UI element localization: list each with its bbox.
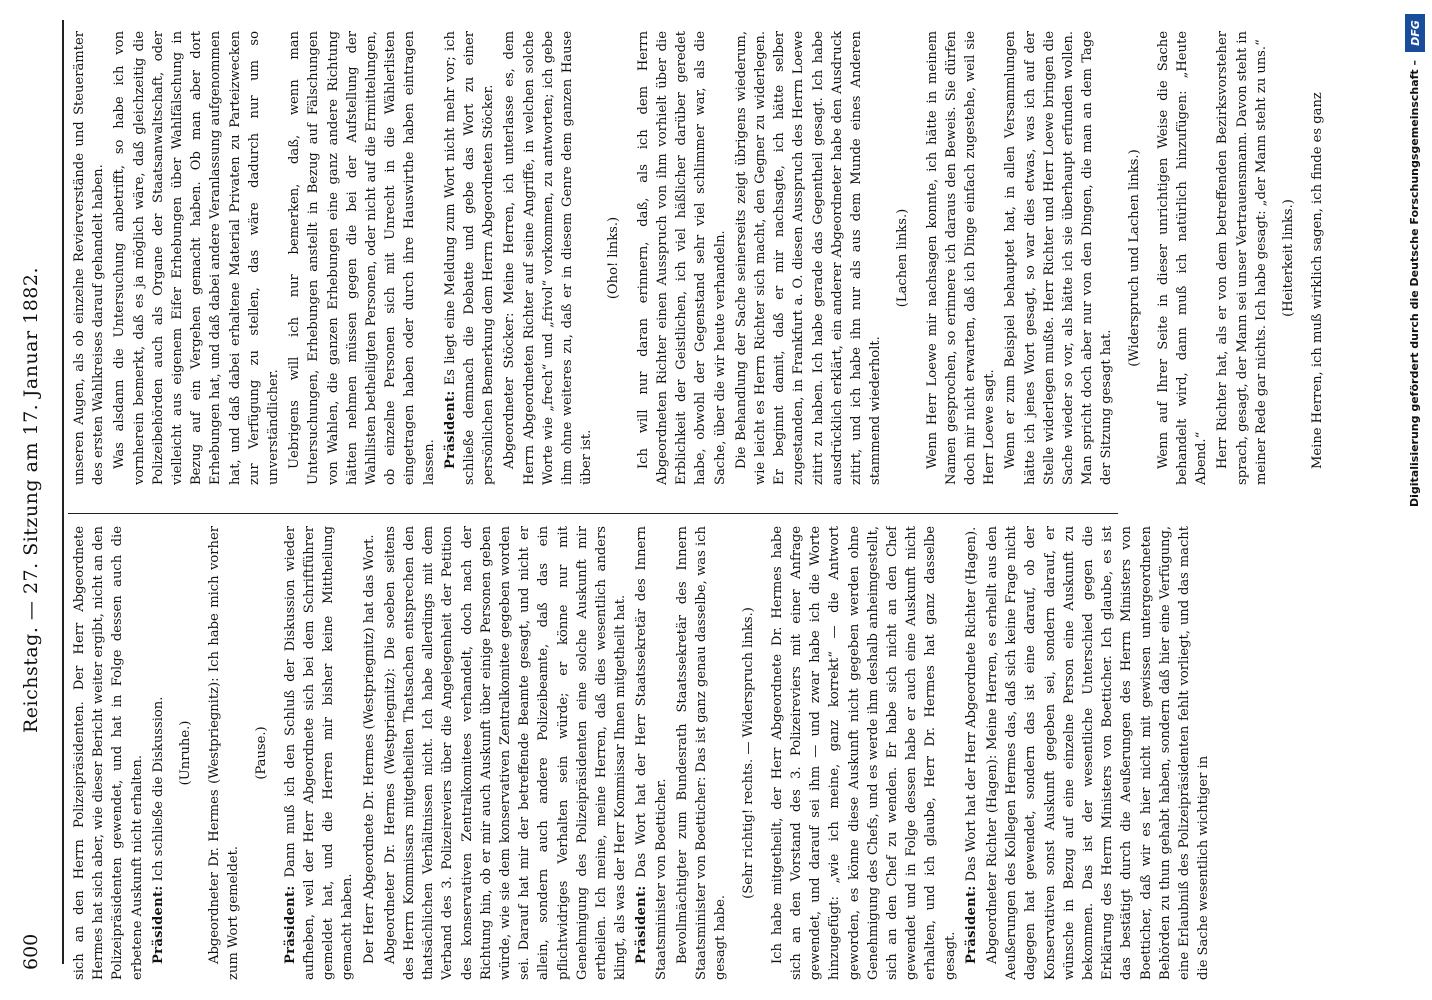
paragraph [110,31,283,485]
stage-direction: (Widerspruch und Lachen links.) [1126,149,1142,367]
column-divider [68,513,1118,514]
paragraph-text: Abgeordneter Dr. Hermes (Westpriegnitz): Die soeben seitens des Herrn Kommissars mitgetheilten Thatsachen entsprechen den thatsächlichen Verhältnissen nicht. Ich habe allerdings mit dem Verband des 3. Polizeireviers über die Angelegenheit der Petition des konservativen Zentralkomitees verhandelt, doch nach der Richtung hin, ob er mir auch Auskunft über einige Personen geben würde, wie sie dem konservativen Zentralkomitee gegeben worden sei. Darauf hat mir der betreffende Beamte gesagt, und nicht er allein, sondern auch andere Polizeibeamte, daß das ein pflichtwidriges Verhalten sein würde; er könne nur mit Genehmigung des Polizeipräsidenten eine solche Auskunft mir ertheilen. Ich meine, meine Herren, daß dies wesentlich anders klingt, als was der Herr Kommissar Ihnen mitgetheilt hat. [382,526,629,980]
stage-direction: (Unruhe.) [178,720,194,786]
paragraph [441,31,499,485]
right-text-column [70,31,1394,485]
paragraph [923,31,1000,485]
paragraph-text: Wenn Herr Loewe mir nachsagen konnte, ich hätte in meinem Namen gesprochen, so erinnere ich daraus den Beweis. Sie dürfen doch mir nicht erwarten, daß ich Dinge einfach zugestehe, weil sie Herr Loewe sagt. [924,31,998,485]
paragraph-text: Abgeordneter Stöcker: Meine Herren, ich unterlasse es, dem Herrn Abgeordneten Richter auf seine Angriffe, in welchen solche Worte wie „frech“ und „frivol“ vorkommen, zu antworten; ich gebe ihm ohne weiteres zu, daß er in diesem Genre dem ganzen Hause über ist. [502,31,595,485]
paragraph-text: Die Behandlung der Sache seinerseits zeigt übrigens wiederum, wie leicht es Herrn Richter sich macht, den Gegner zu widerlegen. Er beginnt damit, daß er mir nachsagte, ich hätte selber zugestanden, in Frankfurt a. O. diesen Ausspruch des Herrn Loewe zitirt zu haben. Ich habe gerade das Gegentheil gesagt. Ich habe ausdrücklich erklärt, ein anderer Abgeordneter habe den Ausdruck zitirt, und ich habe ihn nur als aus dem Munde eines Anderen stammend wiederholt. [733,31,884,485]
paragraph [381,526,631,980]
speaker-label: Präsident: [634,885,650,964]
paragraph [360,526,379,980]
speaker-label: Präsident: [150,885,166,964]
page-title: Reichstag. — 27. Sitzung am 17. Januar 1882. [20,266,42,734]
paragraph [285,31,439,485]
paragraph [983,526,1213,980]
stage-direction: (Heiterkeit links.) [1280,199,1296,317]
paragraph-text: Ich habe mitgetheilt, der Herr Abgeordnete Dr. Hermes habe sich an den Vorstand des 3. Polizeireviers mit einer Anfrage gewendet, und darauf sei ihm — und zwar habe ich die Worte hinzugefügt: „wie ich meine, ganz korrekt“ — die Antwort geworden, es könne diese Auskunft nicht gegeben werden ohne Genehmigung des Chefs, und es werde ihm deshalb anheimgestellt, sich an den Chef zu wenden. Er habe sich nicht an den Chef gewendet und in Folge dessen habe er auch eine Auskunft nicht erhalten, und ich glaube, Herr Dr. Hermes hat ganz dasselbe gesagt. [769,526,958,980]
speaker-label: Präsident: [963,885,979,964]
paragraph [70,31,108,485]
paragraph [1154,31,1212,485]
paragraph-text: Bevollmächtigter zum Bundesrath Staatssekretär des Innern Staatsminister von Boetticher: Das ist ganz genau dasselbe, was ich gesagt habe. [674,526,729,980]
page-number: 600 [20,933,42,970]
stage-direction: (Sehr richtig! rechts. — Widerspruch links.) [740,607,756,899]
paragraph [962,526,981,980]
paragraph [768,526,960,980]
paragraph [149,526,168,980]
paragraph-text: Uebrigens will ich nur bemerken, daß, wenn man Untersuchungen, Erhebungen anstellt in Bezug auf Fälschungen von Wahlen, die ganzen Erhebungen eine ganz andere Richtung hätten nehmen müssen gegen die bei der Aufstellung der Wahllisten betheiligten Personen, oder nicht auf die Ermittelungen, ob einzelne Personen sich mit Unrecht in die Wählerlisten eingetragen haben oder durch ihre Hauswirthe haben eintragen lassen. [287,31,437,485]
speaker-label: Präsident: [282,885,298,964]
paragraph-text: Herr Richter hat, als er von dem betreffenden Bezirksvorsteher sprach, gesagt, der Mann sei unser Vertrauensmann. Davon steht in meiner Rede gar nichts. Ich habe gesagt: „der Mann steht zu uns.“ [1215,31,1269,485]
stage-direction: (Pause.) [253,726,269,780]
paragraph-text: Dann muß ich den Schluß der Diskussion wieder aufheben, weil der Herr Abgeordnete sich bei dem Schriftführer gemeldet hat, und die Herren mir bisher keine Mittheilung gemacht haben. [282,526,356,980]
paragraph-text: Das Wort hat der Herr Staatssekretär des Innern Staatsminister von Boetticher. [634,526,669,980]
left-text-column [70,526,1394,980]
dfg-logo: DFG [1405,14,1425,52]
paragraph [673,526,731,980]
paragraph-text: Abgeordneter Dr. Hermes (Westpriegnitz): Ich habe mich vorher zum Wort gemeldet. [207,526,242,980]
stage-direction: (Lachen links.) [895,208,911,308]
paragraph-text: unseren Augen, als ob einzelne Revierverstände und Steuerämter des ersten Wahlkreises darauf gehandelt haben. [72,31,107,485]
page-header [0,24,56,976]
paragraph [1308,31,1327,485]
paragraph [732,31,886,485]
paragraph-text: Es liegt eine Meldung zum Wort nicht mehr vor; ich schließe demnach die Debatte und gebe das Wort zu einer persönlichen Bemerkung dem Herrn Abgeordneten Stöcker. [442,31,497,485]
paragraph [205,526,243,980]
paragraph [1001,31,1116,485]
digitization-credit [1400,0,1432,1000]
paragraph-text: Wenn auf Ihrer Seite in dieser unrichtigen Weise die Sache behandelt wird, dann muß ich natürlich hinzufügen: „Heute Abend.“ [1155,31,1210,485]
speaker-label: Präsident: [442,390,458,469]
paragraph-text: Das Wort hat der Herr Abgeordnete Richter (Hagen). [963,526,979,882]
paragraph-text: Der Herr Abgeordnete Dr. Hermes (Westpriegnitz) hat das Wort. [361,534,377,964]
paragraph [634,31,730,485]
paragraph-text: Abgeordneter Richter (Hagen): Meine Herren, es erhellt aus den Aeußerungen des Kollegen Hermes das, daß sich keine Frage nicht dagegen hat gewendet, sondern das ist eine darauf, ob der Konservativen sonst Auskunft gegeben sei, sondern darauf, er wünsche in Bezug auf eine einzelne Person eine Auskunft zu bekommen. Das ist der wesentliche Unterschied gegen die Erklärung des Herrn Ministers von Boetticher. Ich glaube, es ist das bestätigt durch die Aeußerungen des Herrn Ministers von Boetticher, daß wir es hier nicht mit gewissen untergeordneten Behörden zu thun gehabt haben, sondern daß hier eine Verfügung, eine Erlaubniß des Polizeipräsidenten fehlt vorliegt, und das macht die Sache wesentlich wichtiger in [984,526,1212,980]
paragraph-text: sich an den Herrn Polizeipräsidenten. Der Herr Abgeordnete Hermes hat sich aber, wie dieser Bericht weiter ergibt, nicht an den Polizeipräsidenten gewendet, und hat in Folge dessen auch die erbetene Auskunft nicht erhalten. [72,526,145,980]
paragraph-text: Ich will nur daran erinnern, daß, als ich dem Herrn Abgeordneten Richter einen Ausspruch von ihm vorhielt über die Erblichkeit der Geistlichen, ich viel häßlicher darüber geredet habe, obwohl der Gegenstand sehr viel schlimmer war, als die Sache, über die wir heute verhandeln. [635,31,728,485]
credit-text: Digitalisierung gefördert durch die Deutsche Forschungsgemeinschaft – [1408,60,1421,507]
paragraph [500,31,596,485]
stage-direction: (Oho! links.) [606,216,622,300]
paragraph [1213,31,1271,485]
paragraph [632,526,670,980]
paragraph-text: Was alsdann die Untersuchung anbetrifft, so habe ich von vornherein bemerkt, daß es ja möglich wäre, daß gleichzeitig die Polizeibehörden auch als Organe der Staatsanwaltschaft, oder vielleicht aus eigenem Eifer Erhebungen über Wahlfälschung in Bezug auf ein Vergehen gemacht haben. Ob man aber dort Erhebungen hat, und daß dabei andere Veranlassung aufgenommen hat, und daß dabei erhaltene Material Privaten zu Parteizwecken zur Verfügung zu stellen, das wäre dadurch nur um so unverständlicher. [112,31,282,485]
paragraph-text: Meine Herren, ich muß wirklich sagen, ich finde es ganz [1310,92,1326,469]
paragraph [70,526,147,980]
paragraph [281,526,358,980]
header-rule [62,20,64,964]
paragraph-text: Ich schließe die Diskussion. [150,696,166,882]
paragraph-text: Wenn er zum Beispiel behauptet hat, in allen Versammlungen hätte ich jenes Wort gesagt, so war dies etwas, was ich auf der Stelle widerlegen mußte. Herr Richter und Herr Loewe bringen die Sache wieder so vor, als hätte ich sie überhaupt erfunden wollen. Man spricht doch aber nur von den Dingen, die man an dem Tage der Sitzung gesagt hat. [1003,31,1115,485]
